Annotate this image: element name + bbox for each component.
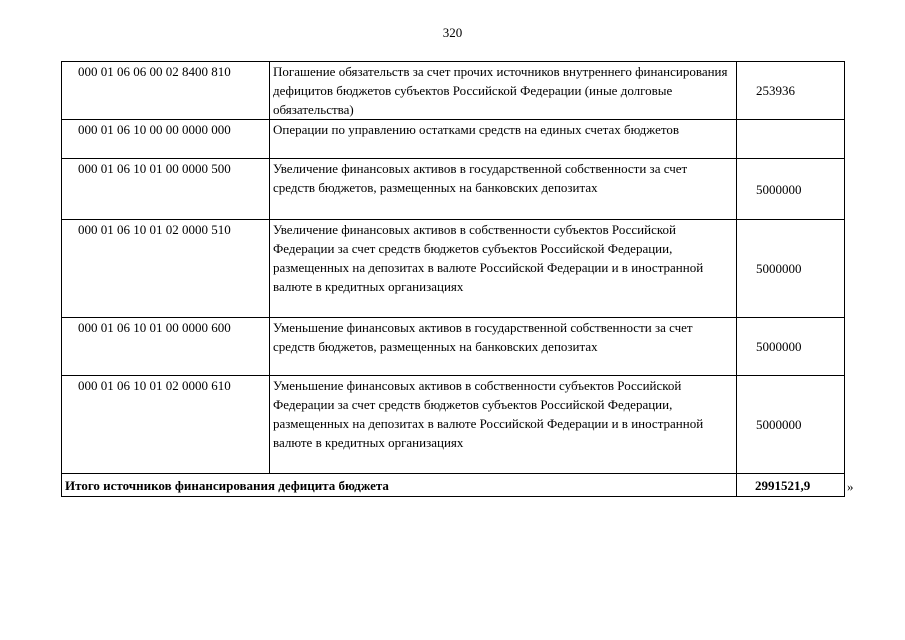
- table-row: [62, 120, 845, 159]
- amount-cell: 5000000: [737, 376, 845, 474]
- budget-code-cell: 000 01 06 10 01 02 0000 610: [62, 376, 270, 474]
- page-number: 320: [442, 25, 463, 40]
- amount-cell: 5000000: [737, 318, 845, 376]
- total-amount: 2991521,9: [737, 474, 845, 497]
- budget-code-cell: 000 01 06 10 01 02 0000 510: [62, 220, 270, 318]
- item-name-cell: Увеличение финансовых активов в собственности субъектов Российской Федерации за счет средств бюджетов субъектов Российской Федерации, размещенных на депозитах в валюте Российской Федерации и в иностранной валюте в кредитных организациях: [270, 220, 737, 318]
- item-name-cell: Увеличение финансовых активов в государственной собственности за счет средств бюджетов, размещенных на банковских депозитах: [270, 159, 737, 220]
- table-row: [62, 318, 845, 376]
- amount-cell: 253936: [737, 62, 845, 120]
- table-row: [62, 220, 845, 318]
- table-row: [62, 376, 845, 474]
- item-name-cell: Уменьшение финансовых активов в государственной собственности за счет средств бюджетов, размещенных на банковских депозитах: [270, 318, 737, 376]
- item-name-cell: Операции по управлению остатками средств на единых счетах бюджетов: [270, 120, 737, 159]
- budget-code-cell: 000 01 06 10 01 00 0000 500: [62, 159, 270, 220]
- budget-code-cell: 000 01 06 10 01 00 0000 600: [62, 318, 270, 376]
- total-row: [62, 474, 845, 497]
- budget-code-cell: 000 01 06 06 00 02 8400 810: [62, 62, 270, 120]
- amount-cell: [737, 120, 845, 159]
- item-name-cell: Погашение обязательств за счет прочих источников внутреннего финансирования дефицитов бюджетов субъектов Российской Федерации (иные долговые обязательства): [270, 62, 737, 120]
- total-label: Итого источников финансирования дефицита бюджета: [62, 474, 737, 497]
- table-row: [62, 62, 845, 120]
- item-name-cell: Уменьшение финансовых активов в собственности субъектов Российской Федерации за счет средств бюджетов субъектов Российской Федерации, размещенных на депозитах в валюте Российской Федерации и в иностранной валюте в кредитных организациях: [270, 376, 737, 474]
- amount-cell: 5000000: [737, 220, 845, 318]
- amount-cell: 5000000: [737, 159, 845, 220]
- budget-code-cell: 000 01 06 10 00 00 0000 000: [62, 120, 270, 159]
- budget-sources-table: [61, 61, 845, 497]
- closing-quote-mark: »: [847, 479, 854, 494]
- table-row: [62, 159, 845, 220]
